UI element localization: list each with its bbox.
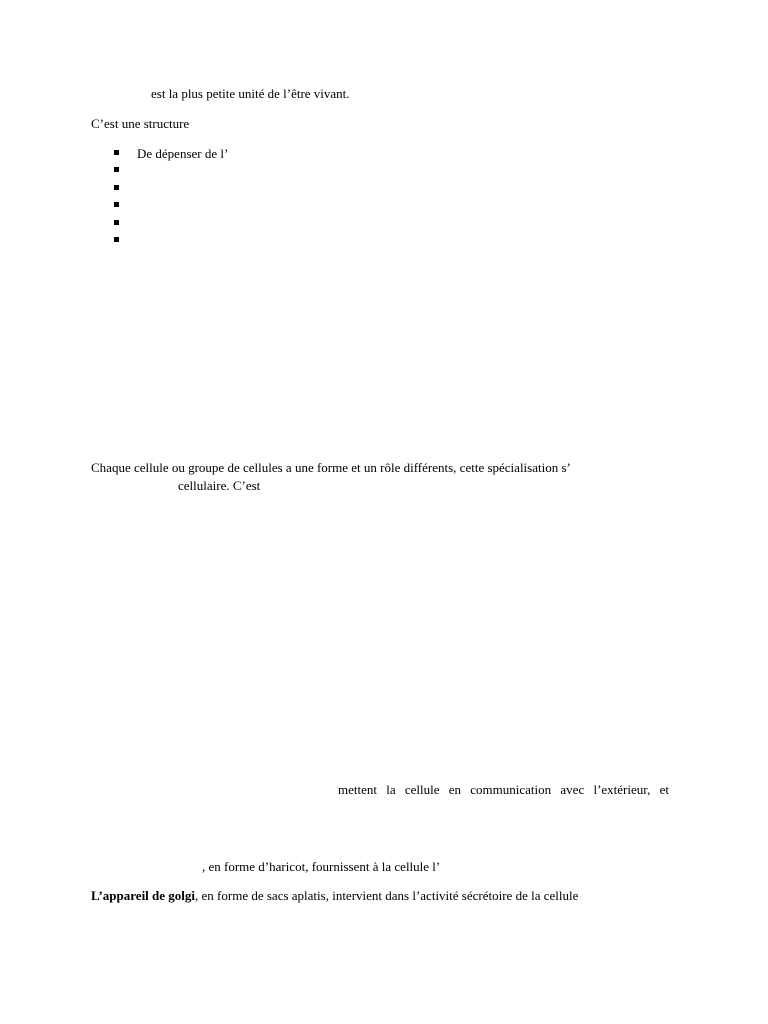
square-bullet-icon <box>114 167 119 172</box>
golgi-description: , en forme de sacs aplatis, intervient dans l’activité sécrétoire de la cellule <box>195 888 579 903</box>
paragraph-specialisation-line-2: cellulaire. C’est <box>178 478 261 493</box>
list-item-text: De dépenser de l’ <box>137 146 229 161</box>
paragraph-mitochondria: , en forme d’haricot, fournissent à la cellule l’ <box>202 859 441 874</box>
paragraph-specialisation-line-1: Chaque cellule ou groupe de cellules a une forme et un rôle différents, cette spécialisation s’ <box>91 460 571 475</box>
square-bullet-icon <box>114 220 119 225</box>
paragraph-structure: C’est une structure <box>91 116 190 131</box>
paragraph-smallest-unit: est la plus petite unité de l’être vivant. <box>151 86 350 101</box>
square-bullet-icon <box>114 237 119 242</box>
golgi-term: L’appareil de golgi <box>91 888 196 903</box>
square-bullet-icon <box>114 202 119 207</box>
paragraph-golgi <box>91 888 578 904</box>
paragraph-communication: mettent la cellule en communication avec l’extérieur, et <box>338 782 669 797</box>
square-bullet-icon <box>114 150 119 155</box>
square-bullet-icon <box>114 185 119 190</box>
